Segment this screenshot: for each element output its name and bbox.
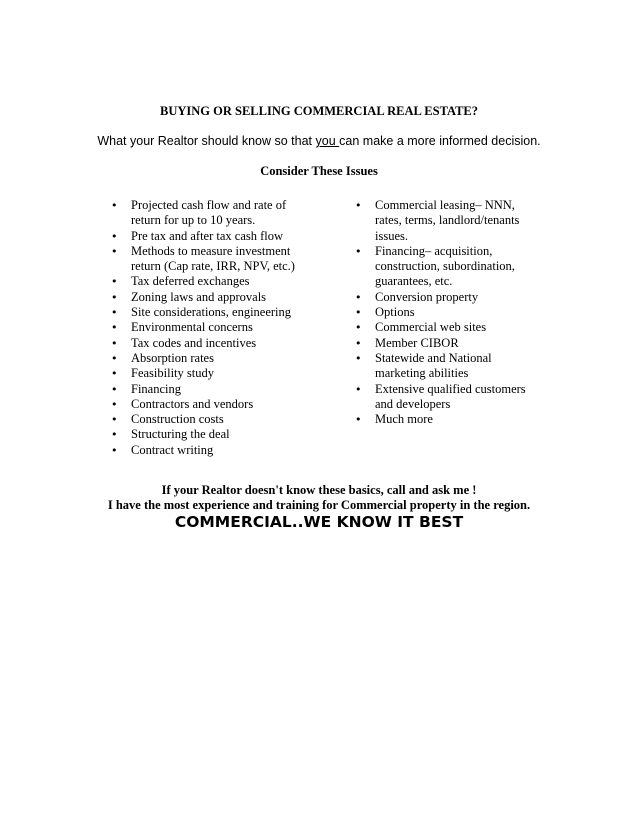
list-item: • Absorption rates xyxy=(107,351,312,366)
list-item: • Financing xyxy=(107,382,312,397)
list-item: • Zoning laws and approvals xyxy=(107,290,312,305)
list-item: • Much more xyxy=(351,412,551,427)
list-item: • Conversion property xyxy=(351,290,551,305)
document-title: BUYING OR SELLING COMMERCIAL REAL ESTATE? xyxy=(160,104,478,118)
list-item: • Projected cash flow and rate of return for up to 10 years. xyxy=(107,198,312,229)
list-item: • Options xyxy=(351,305,551,320)
footer-experience-statement: I have the most experience and training for Commercial property in the region. xyxy=(107,498,531,512)
list-item: • Commercial leasing– NNN, rates, terms, landlord/tenants issues. xyxy=(351,198,551,244)
list-item: • Extensive qualified customers and developers xyxy=(351,382,551,413)
list-item: • Construction costs xyxy=(107,412,312,427)
list-item: • Financing– acquisition, construction, subordination, guarantees, etc. xyxy=(351,244,551,290)
list-item: • Member CIBOR xyxy=(351,336,551,351)
list-item: • Feasibility study xyxy=(107,366,312,381)
issues-list-right xyxy=(351,198,551,427)
list-item: • Tax deferred exchanges xyxy=(107,274,312,289)
list-item: • Contractors and vendors xyxy=(107,397,312,412)
list-item: • Contract writing xyxy=(107,443,312,458)
list-item: • Tax codes and incentives xyxy=(107,336,312,351)
list-item: • Site considerations, engineering xyxy=(107,305,312,320)
list-item: • Commercial web sites xyxy=(351,320,551,335)
tagline: COMMERCIAL..WE KNOW IT BEST xyxy=(174,513,464,531)
subtitle-part-before: What your Realtor should know so that xyxy=(97,134,316,148)
list-item: • Pre tax and after tax cash flow xyxy=(107,229,312,244)
subtitle-part-after: can make a more informed decision. xyxy=(339,134,541,148)
subtitle-underlined-word: you xyxy=(315,134,340,148)
list-item: • Statewide and National marketing abilities xyxy=(351,351,551,382)
list-item: • Methods to measure investment return (Cap rate, IRR, NPV, etc.) xyxy=(107,244,312,275)
footer-call-to-action: If your Realtor doesn't know these basics, call and ask me ! xyxy=(161,483,477,497)
list-item: • Structuring the deal xyxy=(107,427,312,442)
document-subtitle xyxy=(0,134,638,148)
issues-list-left xyxy=(107,198,312,458)
section-heading: Consider These Issues xyxy=(260,164,378,178)
list-item: • Environmental concerns xyxy=(107,320,312,335)
